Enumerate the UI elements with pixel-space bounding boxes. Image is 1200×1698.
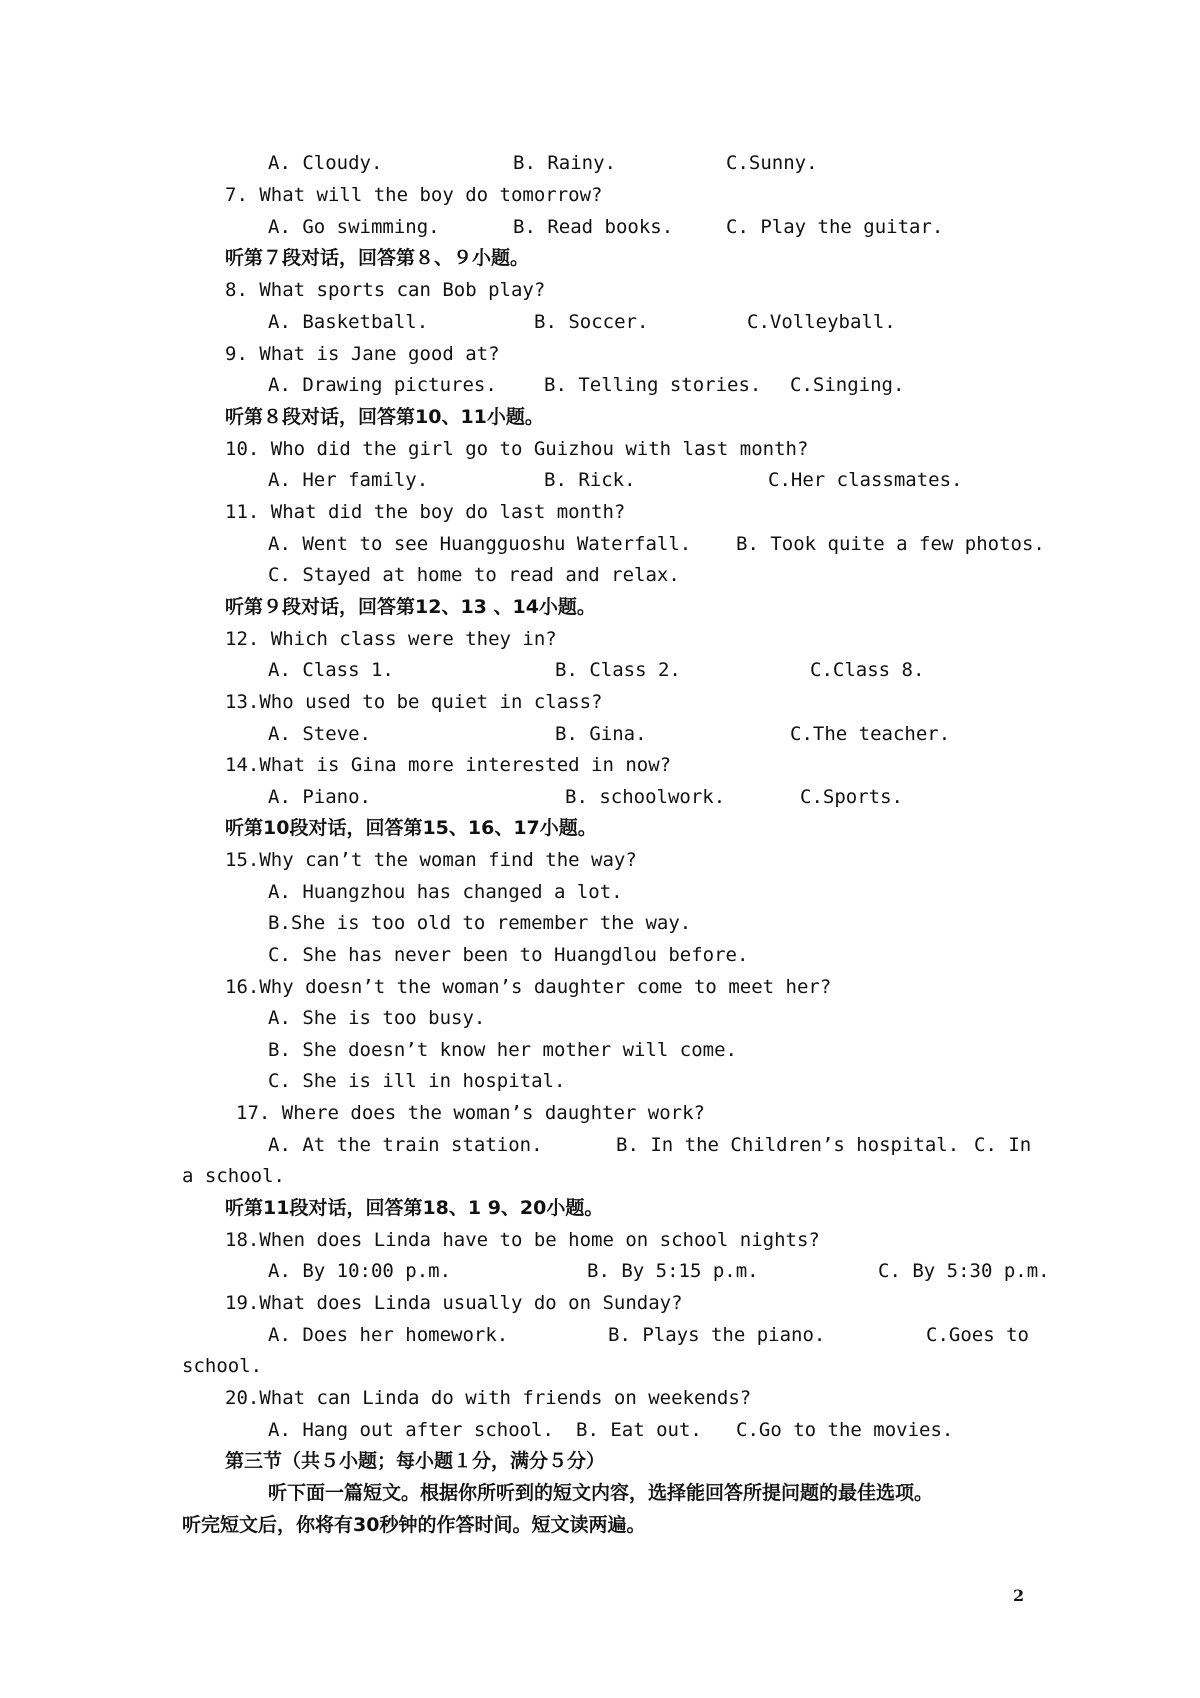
q13-option-c: C.The teacher. <box>790 723 951 745</box>
q8-question: 8. What sports can Bob play? <box>225 279 546 301</box>
q7-question: 7. What will the boy do tomorrow? <box>225 184 603 206</box>
q8-option-a: A. Basketball. <box>268 311 429 333</box>
dialog8-heading: 听第８段对话，回答第10、11小题。 <box>225 406 544 428</box>
q17-option-b: B. In the Children’s hospital. <box>616 1134 960 1156</box>
section3-heading: 第三节（共５小题；每小题１分，满分５分） <box>225 1450 606 1472</box>
q9-option-c: C.Singing. <box>790 374 905 396</box>
q17-option-c-continued: a school. <box>182 1165 285 1187</box>
q16-question: 16.Why doesn’t the woman’s daughter come to meet her? <box>225 976 832 998</box>
q19-option-c-continued: school. <box>182 1355 263 1377</box>
q6-option-a: A. Cloudy. <box>268 152 383 174</box>
q15-option-c: C. She has never been to Huangdlou before. <box>268 944 749 966</box>
q8-option-b: B. Soccer. <box>534 311 649 333</box>
section3-instruction-line2: 听完短文后，你将有30秒钟的作答时间。短文读两遍。 <box>182 1514 646 1536</box>
q19-question: 19.What does Linda usually do on Sunday? <box>225 1292 683 1314</box>
q10-option-a: A. Her family. <box>268 469 429 491</box>
dialog9-heading: 听第９段对话，回答第12、13 、14小题。 <box>225 596 596 618</box>
q20-question: 20.What can Linda do with friends on weekends? <box>225 1387 752 1409</box>
q16-option-a: A. She is too busy. <box>268 1007 486 1029</box>
q14-question: 14.What is Gina more interested in now? <box>225 754 672 776</box>
q14-option-c: C.Sports. <box>800 786 903 808</box>
q17-question: 17. Where does the woman’s daughter work? <box>236 1102 705 1124</box>
section3-instruction-line1: 听下面一篇短文。根据你所听到的短文内容，选择能回答所提问题的最佳选项。 <box>268 1482 934 1504</box>
q10-option-b: B. Rick. <box>544 469 636 491</box>
q7-option-b: B. Read books. <box>513 216 674 238</box>
q12-question: 12. Which class were they in? <box>225 628 557 650</box>
q10-question: 10. Who did the girl go to Guizhou with last month? <box>225 438 809 460</box>
q20-option-b: B. Eat out. <box>576 1419 702 1441</box>
q18-option-a: A. By 10:00 p.m. <box>268 1260 452 1282</box>
q11-question: 11. What did the boy do last month? <box>225 501 626 523</box>
q14-option-b: B. schoolwork. <box>565 786 726 808</box>
q10-option-c: C.Her classmates. <box>768 469 963 491</box>
q12-option-c: C.Class 8. <box>810 659 925 681</box>
q13-question: 13.Who used to be quiet in class? <box>225 691 603 713</box>
q16-option-b: B. She doesn’t know her mother will come. <box>268 1039 737 1061</box>
dialog10-heading: 听第10段对话，回答第15、16、17小题。 <box>225 817 597 839</box>
q15-option-b: B.She is too old to remember the way. <box>268 912 692 934</box>
q19-option-a: A. Does her homework. <box>268 1324 509 1346</box>
page-number: 2 <box>1013 1586 1025 1605</box>
q12-option-a: A. Class 1. <box>268 659 394 681</box>
q6-option-c: C.Sunny. <box>726 152 818 174</box>
q19-option-b: B. Plays the piano. <box>608 1324 826 1346</box>
q9-question: 9. What is Jane good at? <box>225 343 500 365</box>
q11-option-b: B. Took quite a few photos. <box>736 533 1045 555</box>
q18-option-c: C. By 5:30 p.m. <box>878 1260 1050 1282</box>
q20-option-c: C.Go to the movies. <box>736 1419 954 1441</box>
q14-option-a: A. Piano. <box>268 786 371 808</box>
q15-question: 15.Why can’t the woman find the way? <box>225 849 637 871</box>
q13-option-b: B. Gina. <box>555 723 647 745</box>
dialog7-heading: 听第７段对话，回答第８、９小题。 <box>225 247 530 269</box>
q11-option-c: C. Stayed at home to read and relax. <box>268 564 680 586</box>
q15-option-a: A. Huangzhou has changed a lot. <box>268 881 623 903</box>
q17-option-a: A. At the train station. <box>268 1134 543 1156</box>
q9-option-b: B. Telling stories. <box>544 374 762 396</box>
q7-option-c: C. Play the guitar. <box>726 216 944 238</box>
q12-option-b: B. Class 2. <box>555 659 681 681</box>
q20-option-a: A. Hang out after school. <box>268 1419 554 1441</box>
q13-option-a: A. Steve. <box>268 723 371 745</box>
q18-option-b: B. By 5:15 p.m. <box>587 1260 759 1282</box>
q6-option-b: B. Rainy. <box>513 152 616 174</box>
q8-option-c: C.Volleyball. <box>747 311 896 333</box>
q16-option-c: C. She is ill in hospital. <box>268 1070 566 1092</box>
q9-option-a: A. Drawing pictures. <box>268 374 497 396</box>
q17-option-c: C. In <box>974 1134 1032 1156</box>
q7-option-a: A. Go swimming. <box>268 216 440 238</box>
q19-option-c: C.Goes to <box>926 1324 1029 1346</box>
q18-question: 18.When does Linda have to be home on school nights? <box>225 1229 820 1251</box>
q11-option-a: A. Went to see Huangguoshu Waterfall. <box>268 533 692 555</box>
dialog11-heading: 听第11段对话，回答第18、1 9、20小题。 <box>225 1197 604 1219</box>
